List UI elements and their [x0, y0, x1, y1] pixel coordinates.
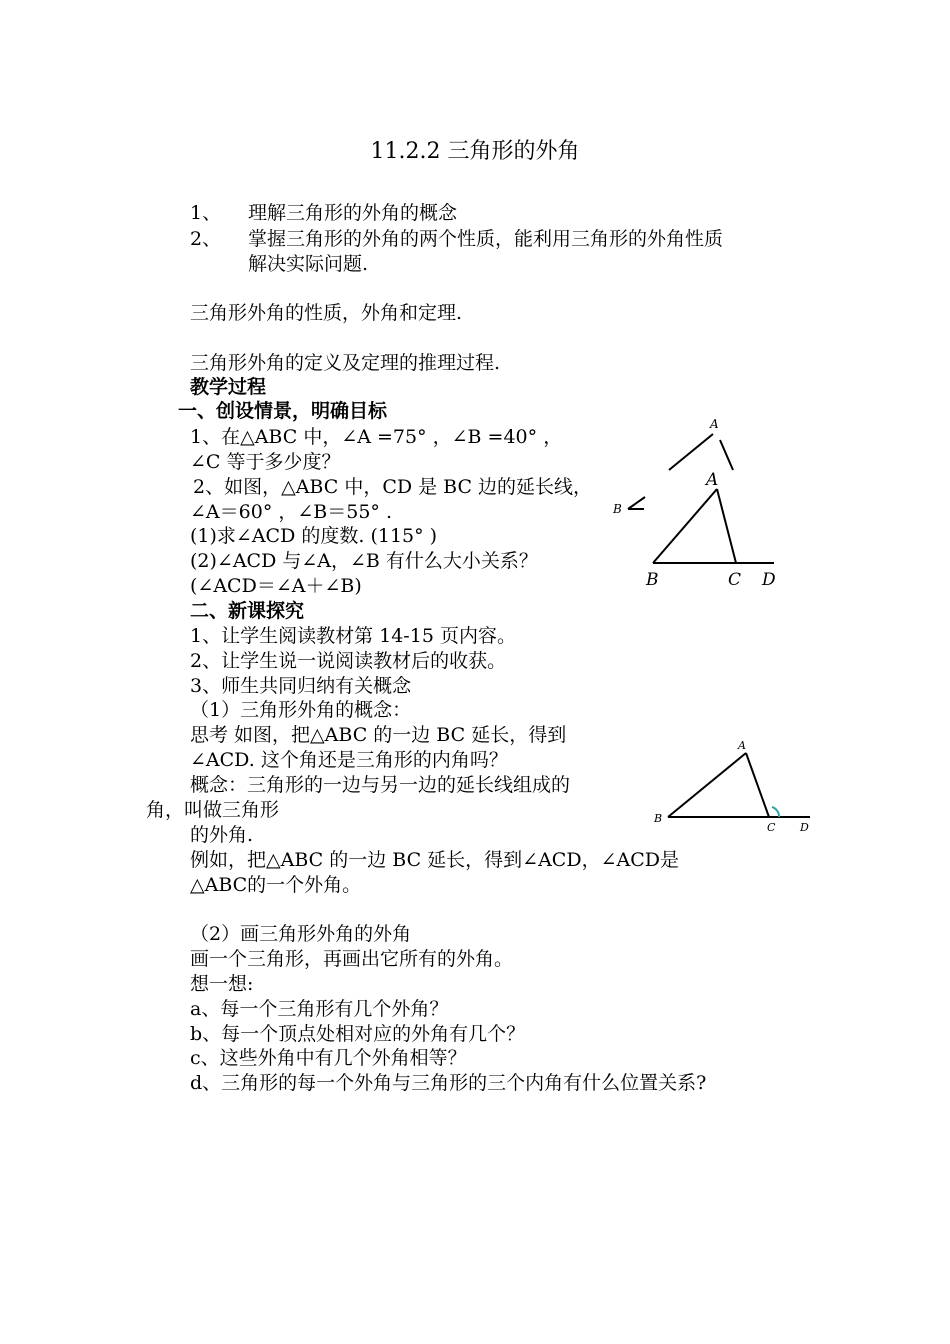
question-d: d、三角形的每一个外角与三角形的三个内角有什么位置关系?: [190, 1072, 707, 1094]
fig2-label-d: D: [762, 570, 776, 590]
section2-item-3: 3、师生共同归纳有关概念: [190, 675, 412, 697]
section2-item-1: 1、让学生阅读教材第 14-15 页内容。: [190, 625, 516, 647]
think2-label: 想一想:: [190, 973, 254, 995]
goal-2-text: 掌握三角形的外角的两个性质，能利用三角形的外角性质: [248, 228, 724, 250]
sub2-heading: （2）画三角形外角的外角: [190, 923, 412, 945]
page-title: 11.2.2 三角形的外角: [370, 139, 580, 164]
goal-2-text-cont: 解决实际问题.: [248, 253, 369, 275]
goal-1-number: 1、: [190, 202, 222, 224]
example-line1: 例如，把△ABC 的一边 BC 延长，得到∠ACD，∠ACD是: [190, 849, 679, 871]
figure-triangle-abc-extension: [640, 465, 790, 590]
question-b: b、每一个顶点处相对应的外角有几个？: [190, 1023, 526, 1045]
think-line2: ∠ACD. 这个角还是三角形的内角吗？: [190, 749, 508, 771]
exterior-angle-arc: [772, 807, 779, 817]
key-point: 三角形外角的性质，外角和定理.: [190, 302, 463, 324]
concept-line1: 概念：三角形的一边与另一边的延长线组成的: [190, 774, 571, 796]
q2-line5: (∠ACD＝∠A＋∠B): [190, 575, 362, 597]
q1-line1: 1、在△ABC 中，∠A =75° ，∠B =40° ，: [190, 426, 563, 448]
draw-instruction: 画一个三角形，再画出它所有的外角。: [190, 948, 514, 970]
q1-line2: ∠C 等于多少度？: [190, 451, 341, 473]
fig1-label-a: A: [710, 417, 719, 431]
goal-1-text: 理解三角形的外角的概念: [248, 202, 458, 224]
process-heading: 教学过程: [190, 376, 267, 398]
question-a: a、每一个三角形有几个外角？: [190, 998, 449, 1020]
fig2-label-a: A: [706, 470, 719, 490]
fig3-label-b: B: [654, 812, 663, 825]
fig3-label-d: D: [800, 821, 809, 834]
section2-heading: 二、新课探究: [190, 600, 305, 622]
concept-line3: 的外角.: [190, 824, 254, 846]
q2-line2: ∠A＝60° ，∠B＝55° .: [190, 501, 392, 523]
figure-exterior-angle: [650, 735, 820, 840]
fig3-label-a: A: [738, 739, 746, 752]
fig2-label-c: C: [728, 570, 742, 590]
q2-line1: 2、如图，△ABC 中，CD 是 BC 边的延长线，: [193, 476, 593, 498]
fig1-label-b: B: [613, 502, 622, 516]
q2-line3: (1)求∠ACD 的度数. (115° ): [190, 525, 438, 547]
sub1-heading: （1）三角形外角的概念：: [190, 699, 412, 721]
think-line1: 思考 如图，把△ABC 的一边 BC 延长，得到: [190, 724, 567, 746]
section2-item-2: 2、让学生说一说阅读教材后的收获。: [190, 650, 507, 672]
section1-heading: 一、创设情景，明确目标: [178, 400, 388, 422]
example-line2: △ABC的一个外角。: [190, 874, 362, 896]
concept-line2: 角，叫做三角形: [146, 799, 280, 821]
fig3-label-c: C: [767, 821, 776, 834]
question-c: c、这些外角中有几个外角相等？: [190, 1047, 467, 1069]
fig2-label-b: B: [646, 570, 659, 590]
difficult-point: 三角形外角的定义及定理的推理过程.: [190, 352, 501, 374]
goal-2-number: 2、: [190, 228, 222, 250]
q2-line4: (2)∠ACD 与∠A，∠B 有什么大小关系？: [190, 550, 538, 572]
